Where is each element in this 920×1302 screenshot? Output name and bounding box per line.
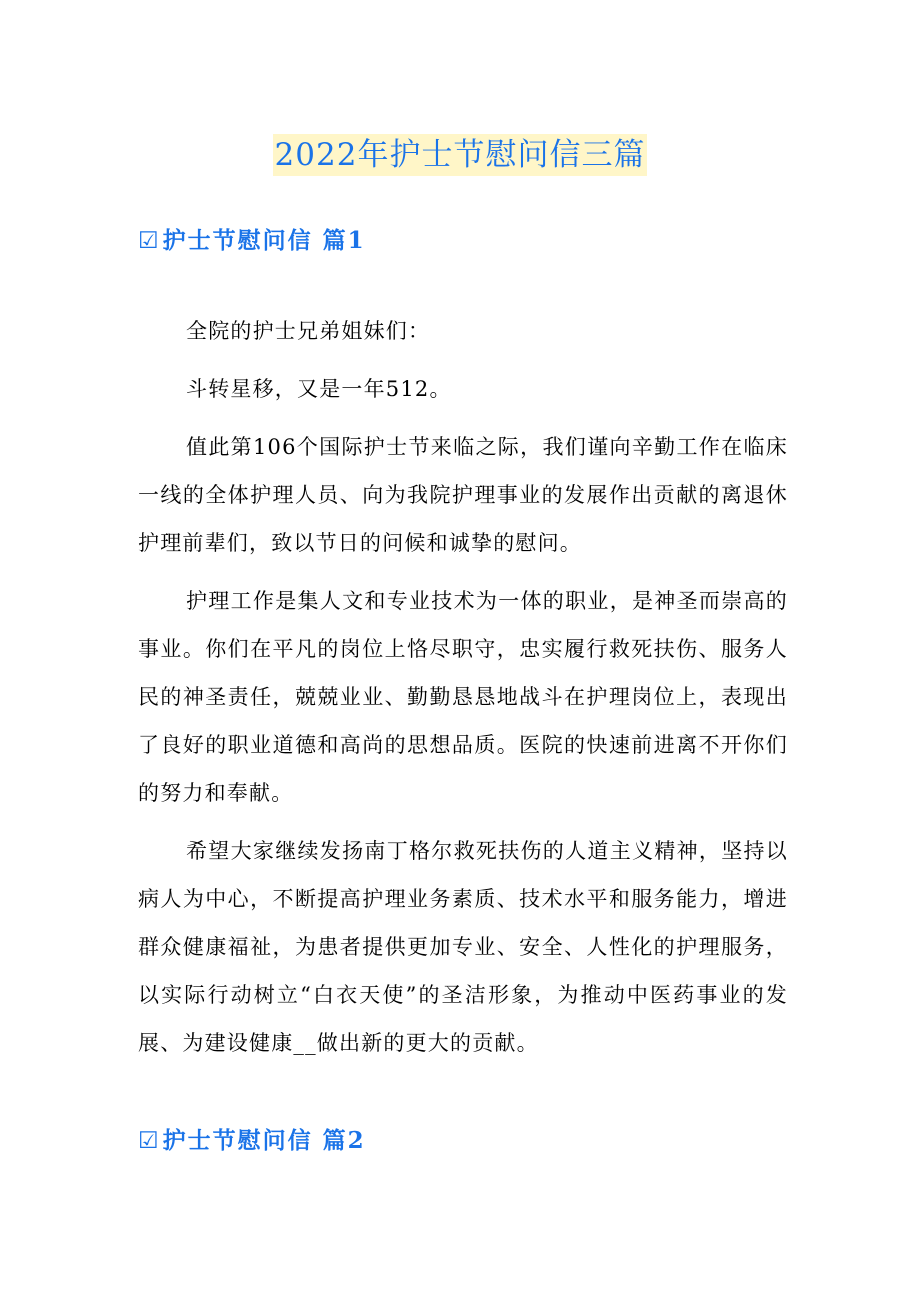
checkbox-checked-icon: ☑ [138,1128,161,1154]
title-container [0,134,920,176]
document-title: 2022年护士节慰问信三篇 [273,134,648,176]
section-heading-text: 护士节慰问信 篇2 [162,1127,366,1154]
paragraph: 斗转星移，又是一年512。 [186,377,452,401]
paragraph-salutation: 全院的护士兄弟姐妹们： [186,319,431,343]
checkbox-checked-icon: ☑ [138,228,161,254]
section-heading-2 [138,1125,366,1157]
paragraph: 值此第106个国际护士节来临之际，我们谨向辛勤工作在临床一线的全体护理人员、向为我院护理事业的发展作出贡献的离退休护理前辈们，致以节日的问候和诚挚的慰问。 [138,435,788,555]
paragraph: 希望大家继续发扬南丁格尔救死扶伤的人道主义精神，坚持以病人为中心，不断提高护理业务素质、技术水平和服务能力，增进群众健康福祉，为患者提供更加专业、安全、人性化的护理服务，以实际行动树立“白衣天使”的圣洁形象，为推动中医药事业的发展、为建设健康__做出新的更大的贡献。 [138,839,788,1055]
paragraph: 护理工作是集人文和专业技术为一体的职业，是神圣而崇高的事业。你们在平凡的岗位上恪尽职守，忠实履行救死扶伤、服务人民的神圣责任，兢兢业业、勤勤恳恳地战斗在护理岗位上，表现出了良好的职业道德和高尚的思想品质。医院的快速前进离不开你们的努力和奉献。 [138,589,788,805]
section-body-1 [138,307,788,1067]
section-heading-1 [138,225,366,257]
section-heading-text: 护士节慰问信 篇1 [162,227,366,254]
